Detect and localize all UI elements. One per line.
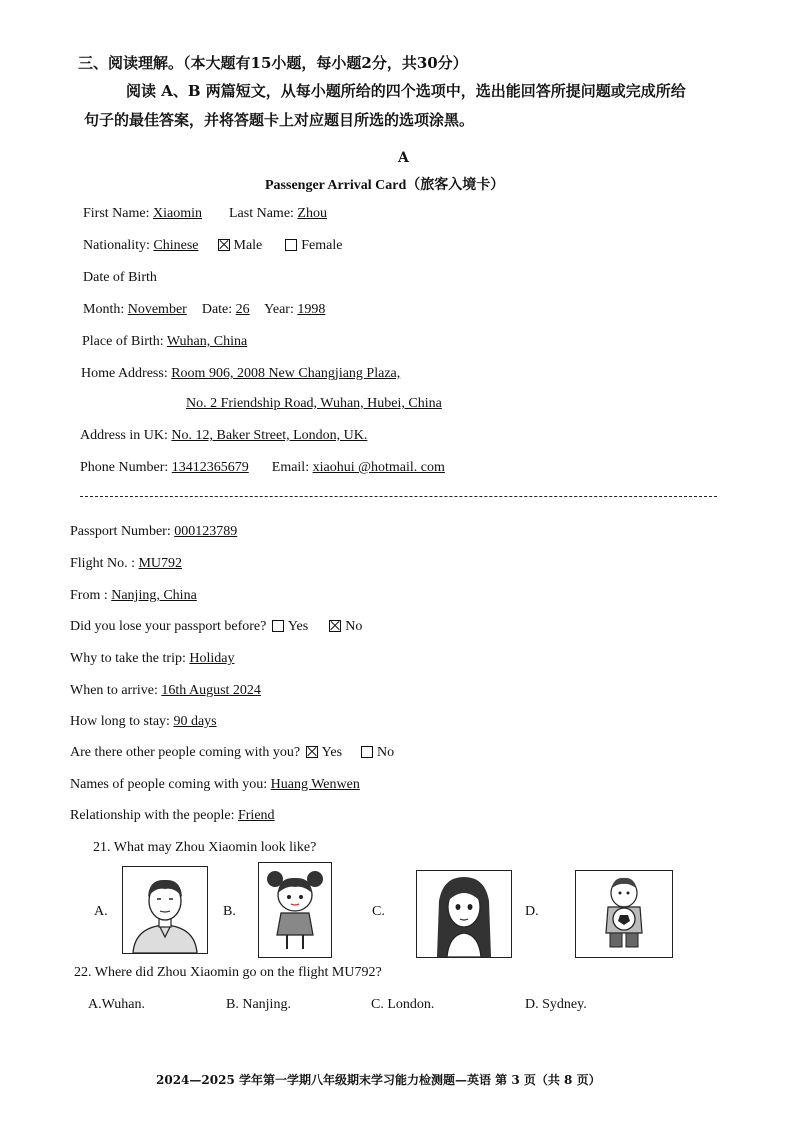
- arrival-value: 16th August 2024: [161, 683, 261, 698]
- girl-with-buns-icon: [259, 863, 331, 957]
- q21-option-d-label: D.: [525, 904, 539, 919]
- woman-long-hair-icon: [417, 871, 511, 957]
- lost-yes-label: Yes: [287, 619, 309, 634]
- first-name-label: First Name:: [83, 206, 150, 221]
- stay-row: [70, 714, 217, 730]
- companion-names-row: [70, 777, 360, 793]
- year-value: 1998: [297, 302, 326, 317]
- flight-value: MU792: [138, 556, 183, 571]
- date-label: Date:: [201, 302, 233, 317]
- companions-label: Are there other people coming with you?: [70, 745, 301, 760]
- birthplace-label: Place of Birth:: [82, 334, 164, 349]
- boy-with-ball-icon: [576, 871, 672, 957]
- uk-address-value: No. 12, Baker Street, London, UK.: [171, 428, 368, 443]
- companions-yes-checkbox[interactable]: [306, 746, 318, 758]
- last-name-value: Zhou: [297, 206, 327, 221]
- companion-names-value: Huang Wenwen: [270, 777, 360, 792]
- q21-option-c-image[interactable]: [416, 870, 512, 958]
- uk-address-label: Address in UK:: [80, 428, 168, 443]
- month-value: November: [127, 302, 187, 317]
- companion-names-label: Names of people coming with you:: [70, 777, 268, 792]
- home-address-line-2: No. 2 Friendship Road, Wuhan, Hubei, China: [186, 396, 442, 411]
- dob-row: [83, 302, 325, 318]
- nationality-row: [83, 238, 342, 254]
- flight-row: [70, 556, 182, 572]
- lost-no-label: No: [345, 619, 363, 634]
- question-21: 21. What may Zhou Xiaomin look like?: [93, 840, 317, 855]
- companions-row: [70, 745, 394, 761]
- companions-no-label: No: [377, 745, 395, 760]
- divider: [80, 496, 717, 497]
- trip-reason-label: Why to take the trip:: [70, 651, 186, 666]
- home-address-label: Home Address:: [81, 366, 168, 381]
- trip-reason-value: Holiday: [189, 651, 235, 666]
- relationship-row: [70, 808, 275, 824]
- flight-label: Flight No. :: [70, 556, 135, 571]
- nationality-value: Chinese: [153, 238, 199, 253]
- q21-option-a-image[interactable]: [122, 866, 208, 954]
- q21-option-c-label: C.: [372, 904, 385, 919]
- question-22: 22. Where did Zhou Xiaomin go on the flight MU792?: [74, 965, 382, 980]
- contact-row: [80, 460, 445, 476]
- lost-no-checkbox[interactable]: [329, 620, 341, 632]
- man-portrait-icon: [123, 867, 207, 953]
- passage-letter: A: [398, 150, 409, 166]
- female-label: Female: [301, 238, 343, 253]
- q22-option-a[interactable]: A.Wuhan.: [88, 997, 145, 1012]
- q21-option-b-label: B.: [223, 904, 236, 919]
- passport-value: 000123789: [174, 524, 238, 539]
- passage-title: Passenger Arrival Card（旅客入境卡）: [265, 178, 505, 193]
- first-name-value: Xiaomin: [153, 206, 202, 221]
- phone-label: Phone Number:: [80, 460, 169, 475]
- instruction-line-2: 句子的最佳答案，并将答题卡上对应题目所选的选项涂黑。: [84, 111, 475, 129]
- dob-label: Date of Birth: [83, 270, 157, 285]
- female-checkbox[interactable]: [285, 239, 297, 251]
- relationship-value: Friend: [237, 808, 275, 823]
- year-label: Year:: [264, 302, 294, 317]
- q22-option-b[interactable]: B. Nanjing.: [226, 997, 291, 1012]
- q21-option-b-image[interactable]: [258, 862, 332, 958]
- q22-option-c[interactable]: C. London.: [371, 997, 435, 1012]
- email-label: Email:: [271, 460, 310, 475]
- stay-label: How long to stay:: [70, 714, 170, 729]
- companions-no-checkbox[interactable]: [361, 746, 373, 758]
- section-heading: 三、阅读理解。（本大题有15小题，每小题2分，共30分）: [78, 54, 468, 72]
- instruction-line-1: 阅读 A、B 两篇短文，从每小题所给的四个选项中，选出能回答所提问题或完成所给: [126, 82, 686, 100]
- page-footer: 2024—2025 学年第一学期八年级期末学习能力检测题—英语 第 3 页（共 8 页）: [156, 1073, 601, 1087]
- lost-passport-row: [70, 619, 362, 635]
- stay-value: 90 days: [173, 714, 217, 729]
- phone-value: 13412365679: [171, 460, 249, 475]
- birthplace-value: Wuhan, China: [166, 334, 248, 349]
- home-address-line-1: Room 906, 2008 New Changjiang Plaza,: [171, 366, 401, 381]
- last-name-label: Last Name:: [229, 206, 294, 221]
- nationality-label: Nationality:: [83, 238, 150, 253]
- lost-yes-checkbox[interactable]: [272, 620, 284, 632]
- date-value: 26: [235, 302, 250, 317]
- home-address-row: [81, 366, 400, 382]
- passport-label: Passport Number:: [70, 524, 171, 539]
- trip-reason-row: [70, 651, 234, 667]
- male-checkbox[interactable]: [218, 239, 230, 251]
- month-label: Month:: [83, 302, 125, 317]
- q21-option-d-image[interactable]: [575, 870, 673, 958]
- from-row: [70, 588, 197, 604]
- arrival-label: When to arrive:: [70, 683, 158, 698]
- passport-row: [70, 524, 237, 540]
- q21-option-a-label: A.: [94, 904, 108, 919]
- q22-option-d[interactable]: D. Sydney.: [525, 997, 587, 1012]
- uk-address-row: [80, 428, 367, 444]
- arrival-row: [70, 683, 261, 699]
- lost-passport-label: Did you lose your passport before?: [70, 619, 267, 634]
- birthplace-row: [82, 334, 247, 350]
- name-row: [83, 206, 327, 222]
- companions-yes-label: Yes: [321, 745, 343, 760]
- from-label: From :: [70, 588, 108, 603]
- male-label: Male: [233, 238, 263, 253]
- from-value: Nanjing, China: [111, 588, 197, 603]
- relationship-label: Relationship with the people:: [70, 808, 235, 823]
- email-value: xiaohui @hotmail. com: [312, 460, 445, 475]
